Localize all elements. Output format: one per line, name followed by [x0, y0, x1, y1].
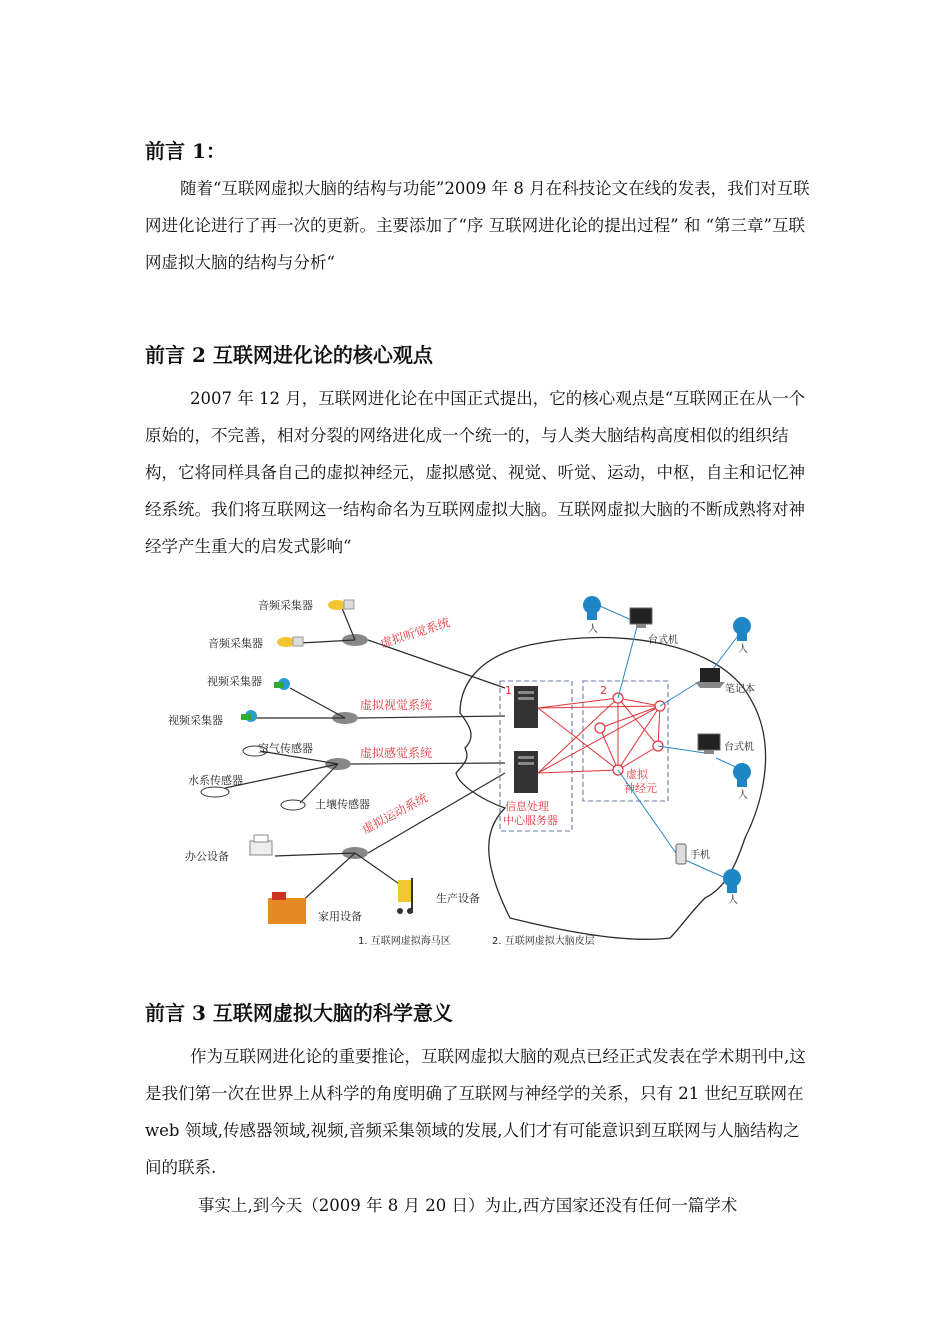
label-audio-1: 音频采集器 — [258, 599, 313, 612]
section-1-heading: 前言 1： — [145, 139, 226, 163]
video-collector-2-icon — [241, 710, 257, 722]
label-office-device: 办公设备 — [185, 850, 229, 863]
label-person-2: 人 — [738, 644, 748, 655]
label-vision-system: 虚拟视觉系统 — [360, 698, 433, 712]
neuron-links — [538, 698, 660, 773]
section-2-heading: 前言 2 互联网进化论的核心观点 — [145, 343, 433, 367]
neuron-label-line2: 神经元 — [624, 782, 657, 795]
office-device-icon — [250, 835, 272, 855]
label-motion-system: 虚拟运动系统 — [359, 790, 430, 837]
video-collector-1-icon — [274, 678, 290, 690]
label-water-sensor: 水系传感器 — [188, 774, 243, 787]
caption-cortex: 2. 互联网虚拟大脑皮层 — [492, 936, 595, 947]
label-sense-system: 虚拟感觉系统 — [360, 746, 433, 760]
person-icon-2 — [733, 617, 751, 641]
phone-icon — [676, 844, 686, 864]
box-1-number: 1 — [505, 684, 512, 697]
label-home-device: 家用设备 — [318, 910, 362, 923]
water-sensor-icon — [201, 787, 229, 797]
laptop-icon — [695, 668, 725, 688]
section-3-heading: 前言 3 互联网虚拟大脑的科学意义 — [145, 1001, 453, 1025]
internet-brain-diagram — [160, 588, 800, 956]
desktop-2-icon — [698, 734, 720, 754]
label-hearing-system: 虚拟听觉系统 — [378, 615, 452, 651]
label-video-2: 视频采集器 — [168, 714, 223, 727]
label-desktop-2: 台式机 — [724, 742, 754, 753]
label-person-4: 人 — [728, 895, 738, 906]
server-2-icon — [514, 751, 538, 793]
caption-hippocampus: 1. 互联网虚拟海马区 — [358, 936, 451, 947]
production-device-icon — [397, 878, 413, 914]
label-person-1: 人 — [588, 624, 598, 635]
audio-collector-2-icon — [277, 637, 303, 647]
person-icon-1 — [583, 596, 601, 620]
home-device-icon — [268, 892, 306, 924]
server-1-icon — [514, 686, 538, 728]
soil-sensor-icon — [281, 800, 305, 810]
label-audio-2: 音频采集器 — [208, 637, 263, 650]
section-3-paragraph-2: 事实上,到今天（2009 年 8 月 20 日）为止,西方国家还没有任何一篇学术 — [198, 1196, 738, 1215]
desktop-1-icon — [630, 608, 652, 628]
neuron-label-line1: 虚拟 — [626, 768, 648, 781]
label-person-3: 人 — [738, 790, 748, 801]
server-label-line1: 信息处理 — [505, 800, 549, 813]
label-production-device: 生产设备 — [436, 892, 480, 905]
label-video-1: 视频采集器 — [207, 675, 262, 688]
person-icon-3 — [733, 763, 751, 787]
section-3-paragraph-1: 作为互联网进化论的重要推论，互联网虚拟大脑的观点已经正式发表在学术期刊中,这是我们第一次在世界上从科学的角度明确了互联网与神经学的关系，只有 21 世纪互联网在 web 领域,传感器领域,视频,音频采集领域的发展,人们才有可能意识到互联网与人脑结构之间的联系. — [145, 1047, 806, 1177]
section-1-paragraph: 随着“互联网虚拟大脑的结构与功能”2009 年 8 月在科技论文在线的发表，我们对互联网进化论进行了再一次的更新。主要添加了“序 互联网进化论的提出过程” 和 “第三章”互联网虚拟大脑的结构与分析“ — [145, 179, 810, 272]
label-air-sensor: 空气传感器 — [258, 742, 313, 755]
label-laptop: 笔记本 — [725, 684, 755, 695]
label-phone: 手机 — [690, 850, 710, 861]
section-2-paragraph: 2007 年 12 月，互联网进化论在中国正式提出，它的核心观点是“互联网正在从一个原始的，不完善，相对分裂的网络进化成一个统一的，与人类大脑结构高度相似的组织结构，它将同样具备自己的虚拟神经元，虚拟感觉、视觉、听觉、运动，中枢，自主和记忆神经系统。我们将互联网这一结构命名为互联网虚拟大脑。互联网虚拟大脑的不断成熟将对神经学产生重大的启发式影响“ — [145, 389, 806, 556]
label-desktop-1: 台式机 — [648, 635, 678, 646]
person-icon-4 — [723, 869, 741, 893]
label-soil-sensor: 土壤传感器 — [315, 798, 370, 811]
audio-collector-1-icon — [328, 600, 354, 610]
box-2-number: 2 — [600, 684, 607, 697]
server-label-line2: 中心服务器 — [503, 814, 558, 827]
